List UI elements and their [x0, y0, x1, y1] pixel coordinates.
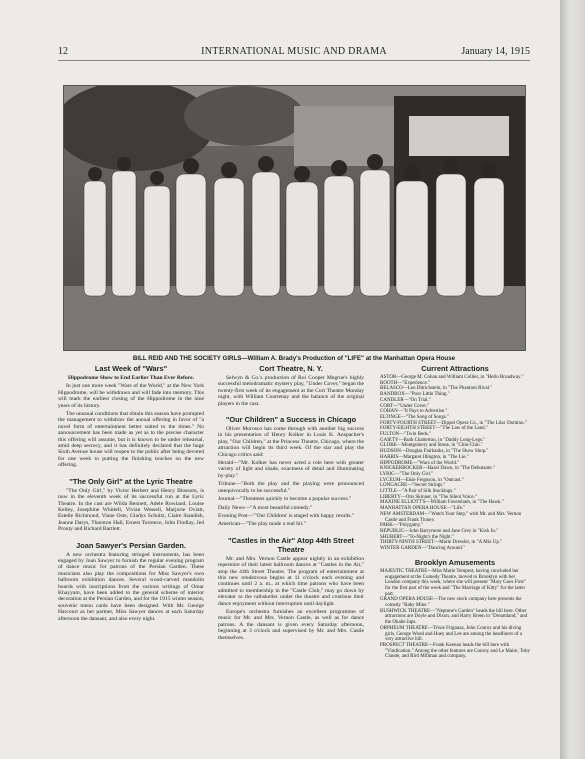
article-paragraph: Mr. and Mrs. Vernon Castle appear nightly in an exhibition repertoire of their latest ballroom dances at "Castles in the Air," atop the 44th Street Theatre. The program of entertainment at this new rendezvous begins at 11 o'clock each evening and continues until 2 a. m., at which time patrons who have been admitted to membership in the "Castle Club," may go down by elevator to the rathskeller under the theatre and continue their dance enjoyment without interruption until daylight.	[218, 555, 364, 607]
article-title: Cort Theatre, N. Y.	[259, 364, 323, 373]
column-middle	[218, 364, 364, 643]
article-paragraph: In just one more week "Wars of the World," at the New York Hippodrome, will be withdrawn and will fade into memory. This will mark the earliest closing of the Hippodrome in the nine years of its history.	[58, 383, 204, 409]
listing-entry: HARRIS—Margaret Illington, in "The Lie."	[380, 454, 469, 460]
listing-title: Brooklyn Amusements	[414, 557, 496, 567]
current-attractions-list	[380, 375, 530, 552]
brooklyn-amusements-list	[380, 569, 530, 660]
listing-entry: REPUBLIC—John Barrymore and Jane Grey in "Kick In."	[380, 528, 499, 534]
listing-entry: KNICKERBOCKER—Hazel Dawn, in "The Debutante."	[380, 466, 495, 472]
article-paragraph: Europe's orchestra furnishes an excellent programme of music for Mr. and Mrs. Vernon Castle, as well as for dance patrons. A the dansant is given every Saturday afternoon, beginning at 3 o'clock and supervised by Mr. and Mrs. Castle themselves.	[218, 608, 364, 641]
column-right	[380, 364, 530, 660]
article-paragraph: The unusual conditions that obtain this season have prompted the management to withdraw the annual offering in favor of "a novel form of entertainment better suited to the times." No announcement has been made as yet as to the precise character this offering will assume, but it is known to be under rehearsal, amid deep secrecy, and it has definitely declared that the huge Sixth Avenue house will reopen to the public after being devoted for one week to putting the finishing touches on the new offering.	[58, 411, 204, 469]
listing-entry: CORT—"Under Cover."	[380, 403, 430, 409]
critic-quote: Tribune—"Both the play and the playing were pronounced unequivocally to be successful."	[218, 481, 364, 494]
listing-entry: MAXINE ELLIOTT'S—William Faversham, in "The Hawk."	[380, 500, 504, 506]
page-number: 12	[58, 46, 68, 57]
listing-entry: MAJESTIC THEATRE—Miss Marie Tempest, having concluded her engagement at the Comedy Theatre, moved to Brooklyn with her London company this week, where she will present "Mary Goes First" for the first part of the week and "The Marriage of Kitty" for the latter part.	[380, 568, 526, 597]
facing-page-edge	[560, 0, 585, 759]
listing-entry: ORPHEUM THEATRE—Trixie Friganza, John Conroy and his diving girls, George Wood and Huey and Lee are among the headliners of a very attractive bill.	[380, 625, 523, 643]
listing-entry: FULTON—"Twin Beds."	[380, 432, 431, 438]
article-title: "The Only Girl" at the Lyric Theatre	[69, 476, 193, 486]
listing-entry: BUSHWICK THEATRE—"Neptune's Garden" heads the bill here. Other attractions are Doyle and Dixon, and Harry Breen in "Dreamland," and the Okabe Japs.	[380, 608, 528, 626]
cast-photograph	[63, 85, 526, 351]
article-title: Joan Sawyer's Persian Garden.	[76, 540, 186, 550]
listing-entry: GAIETY—Ruth Chatterton, in "Daddy Long-Legs."	[380, 437, 486, 443]
listing-entry: FORTY-FOURTH STREET—Dippel Opera Co., in "The Lilac Domino."	[380, 420, 527, 426]
listing-entry: ASTOR—George M. Cohan and William Collier, in "Hello Broadway."	[380, 375, 524, 380]
listing-entry: COHAN—"It Pays to Advertise."	[380, 409, 448, 415]
listing-entry: BOOTH—"Experience."	[380, 380, 431, 386]
article-title: Last Week of "Wars"	[94, 364, 168, 373]
listing-entry: NEW AMSTERDAM—"Watch Your Step," with Mr. and Mrs. Vernon Castle and Frank Tinney.	[380, 511, 522, 523]
listing-entry: FORTY-EIGHTH STREET—"The Law of the Land."	[380, 426, 488, 432]
listing-entry: HUDSON—Douglas Fairbanks, in "The Show Shop."	[380, 449, 489, 455]
critic-quote: Herald—"Mr. Kolker has never acted a role here with greater variety of light and shade, exactness of detail and illuminating by-play."	[218, 460, 364, 479]
critic-quote: Daily News—"A most beautiful comedy."	[218, 504, 313, 511]
article-paragraph: "The Only Girl," by Victor Herbert and Henry Blossom, is now in the eleventh week of its successful run at the Lyric Theatre. In the cast are Wilda Bennett, Adele Rowland, Louise Kelley, Josephine Whittell, Vivian Wessell, Marjorie Oviatt, Estelle Richmond, Viane Oste, Gladys Schultz, Claire Standish, Jeanne Darys, Thurston Hall, Ernest Torrence, John Findlay, Jed Prouty and Richard Bartlett.	[58, 487, 204, 533]
listing-entry: MANHATTAN OPERA HOUSE—"Life."	[380, 506, 466, 512]
listing-entry: LONGACRE—"Secret Strings."	[380, 483, 446, 489]
photo-illustration	[64, 86, 525, 350]
critic-quote: Journal—"Threatens quickly to become a popular success."	[218, 496, 352, 503]
listing-entry: LIBERTY—Otis Skinner, in "The Silent Voice."	[380, 494, 477, 500]
listing-entry: SHUBERT—"To-Night's the Night."	[380, 534, 454, 540]
listing-entry: LYRIC—"The Only Girl."	[380, 471, 434, 477]
listing-title: Current Attractions	[421, 364, 489, 373]
listing-entry: GRAND OPERA HOUSE—The new stock company here presents the comedy "Baby Mine."	[380, 597, 522, 609]
listing-entry: PARK—"Polygamy."	[380, 523, 424, 529]
listing-entry: THIRTY-NINTH STREET—Marie Dressler, in "A Mix Up."	[380, 540, 503, 546]
listing-entry: PROSPECT THEATRE—Frank Keenan heads the bill here with "Vindication." Among the other features are Conroy and Le Maire, Toby Claude, and Bird Millman and company.	[380, 642, 530, 660]
listing-entry: BELASCO—Leo Ditrichstein, in "The Phantom Rival."	[380, 386, 493, 392]
listing-entry: ELTINGE—"The Song of Songs."	[380, 414, 450, 420]
listing-entry: LITTLE—"A Pair of Silk Stockings."	[380, 489, 456, 495]
column-left	[58, 364, 204, 624]
critic-quote: American—"The play made a real hit."	[218, 521, 306, 528]
publication-title: INTERNATIONAL MUSIC AND DRAMA	[201, 46, 387, 57]
article-paragraph: Oliver Morosco has come through with another big success in his presentation of Henry Kolker in Louis K. Anspacher's play, "Our Children," at the Princess Theatre, Chicago, where the attraction will begin its third week. Of the star and play the Chicago critics said:	[218, 426, 364, 458]
listing-entry: LYCEUM—Elsie Ferguson, in "Outcast."	[380, 477, 464, 483]
critic-quote: Evening Post—"'Our Children' is staged with happy results."	[218, 512, 355, 519]
issue-date: January 14, 1915	[461, 46, 530, 57]
listing-entry: BANDBOX—"Poor Little Thing."	[380, 392, 450, 398]
listing-entry: CANDLER—"On Trial."	[380, 397, 431, 403]
listing-entry: GLOBE—Montgomery and Stone, in "Chin-Chin."	[380, 443, 483, 449]
listing-entry: HIPPODROME—"Wars of the World."	[380, 460, 460, 466]
article-title: "Our Children" a Success in Chicago	[225, 415, 357, 425]
page-header	[58, 46, 530, 61]
article-title: "Castles in the Air" Atop 44th Street Theatre	[228, 535, 354, 554]
article-paragraph: Selwyn & Co.'s production of Roi Cooper Megrue's highly successful melodramatic mystery play, "Under Cover," began the twenty-first week of its engagement at the Cort Theatre Monday night, with William Courtenay and the balance of the original players in the cast.	[218, 375, 364, 407]
article-subtitle: Hippodrome Show to End Earlier Than Ever Before.	[68, 375, 194, 381]
listing-entry: WINTER GARDEN—"Dancing Around."	[380, 546, 466, 552]
article-paragraph: A new orchestra featuring stringed instruments, has been engaged by Joan Sawyer to furnish the regular evening program of dance music for patrons of the Persian Garden. These musicians also play the compositions for Miss Sawyer's own ballroom exhibition dances. Several wood-carved mandolin boards with inscriptions from the various writings of Omar Khayyam, have been added to the general scheme of interior decoration at the Persian Garden, and for the 1915 winter season, souvenir menu cards have been designed. With Mr. George Harcourt as her partner, Miss Sawyer dances at each Saturday afternoon the dansant, and also every night.	[58, 551, 205, 622]
photo-caption: BILL REID AND THE SOCIETY GIRLS—William A. Brady's Production of "LIFE" at the Manhattan Opera House	[132, 355, 456, 362]
